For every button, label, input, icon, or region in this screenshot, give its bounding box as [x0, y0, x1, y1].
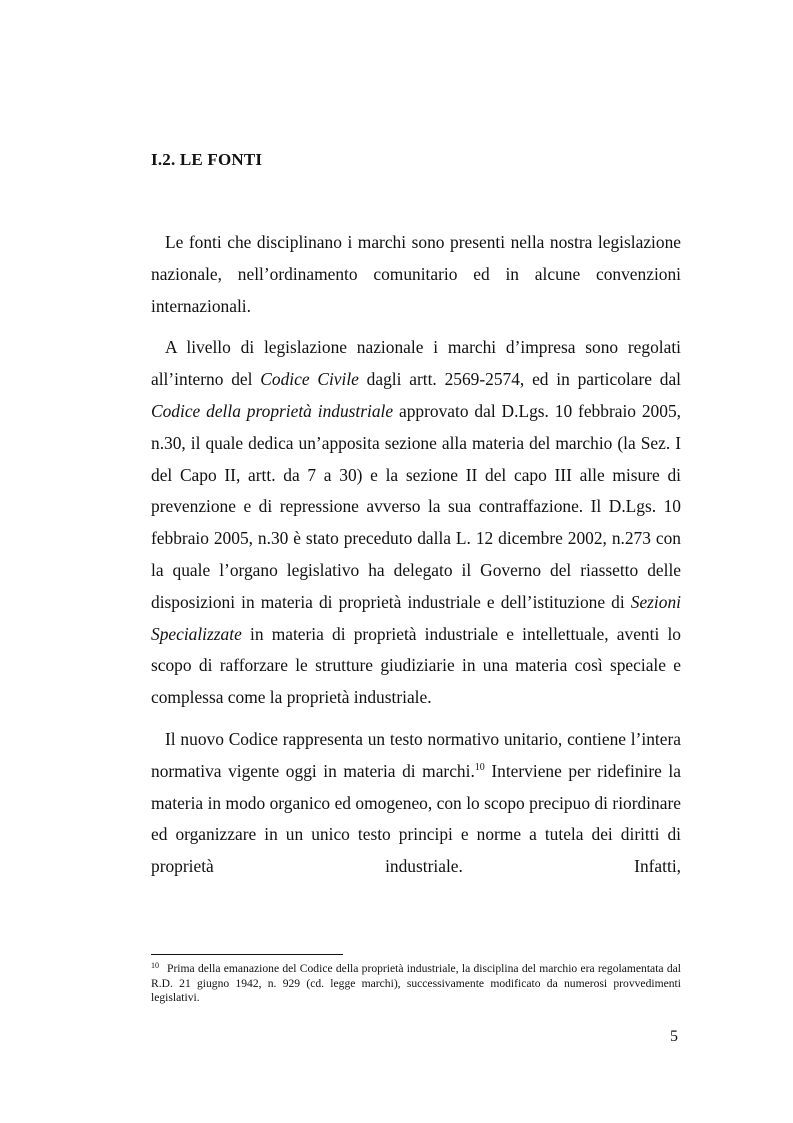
- paragraph-2: [151, 332, 681, 714]
- paragraph-3: [151, 724, 681, 883]
- page-number: 5: [670, 1028, 678, 1045]
- codice-civile-ref: Codice Civile: [260, 369, 359, 390]
- section-heading: I.2. LE FONTI: [151, 150, 263, 169]
- paragraph-1: Le fonti che disciplinano i marchi sono presenti nella nostra legislazione nazionale, nell’ordinamento comunitario ed in alcune convenzioni internazionali.: [151, 232, 681, 316]
- paragraph-3-text-b: Interviene per ridefinire la materia in modo organico ed omogeneo, con lo scopo precipuo di riordinare ed organizzare in un unico testo principi e norme a tutela dei diritti di proprietà industriale. Infatti,: [151, 760, 681, 877]
- paragraph-2-text-a: A livello di legislazione nazionale i marchi d’impresa sono regolati all’interno del: [151, 337, 681, 390]
- footnote-number: 10: [151, 961, 159, 970]
- paragraph-2-text-e: approvato dal D.Lgs. 10 febbraio 2005, n.30, il quale dedica un’apposita sezione alla materia del marchio (la Sez. I del Capo II, artt. da 7 a 30) e la sezione II del capo III alle misure di prevenzione e di repressione avverso la sua contraffazione. Il D.Lgs. 10 febbraio 2005, n.30 è stato preceduto dalla L. 12 dicembre 2002, n.273 con la quale l’organo legislativo ha delegato il Governo del riassetto delle disposizioni in materia di proprietà industriale e dell’istituzione di: [151, 400, 681, 612]
- footnote-reference[interactable]: 10: [474, 761, 485, 773]
- paragraph-3-text-a: Il nuovo Codice rappresenta un testo normativo unitario, contiene l’intera normativa vigente oggi in materia di marchi.: [151, 728, 681, 781]
- footnote-divider: [151, 954, 343, 955]
- codice-proprieta-ref: Codice della proprietà industriale: [151, 400, 394, 421]
- footnote-text: Prima della emanazione del Codice della proprietà industriale, la disciplina del marchio era regolamentata dal R.D. 21 giugno 1942, n. 929 (cd. legge marchi), successivamente modificato da numerosi provvedimenti legislativi.: [151, 962, 681, 1005]
- footnote: [151, 962, 681, 1006]
- paragraph-2-text-c: dagli artt. 2569-2574, ed in particolare dal: [358, 369, 681, 390]
- body-text: [151, 227, 681, 883]
- sezioni-specializzate-ref: Sezioni Specializzate: [151, 591, 681, 644]
- paragraph-2-text-g: in materia di proprietà industriale e intellettuale, aventi lo scopo di rafforzare le strutture giudiziarie in una materia così speciale e complessa come la proprietà industriale.: [151, 623, 681, 708]
